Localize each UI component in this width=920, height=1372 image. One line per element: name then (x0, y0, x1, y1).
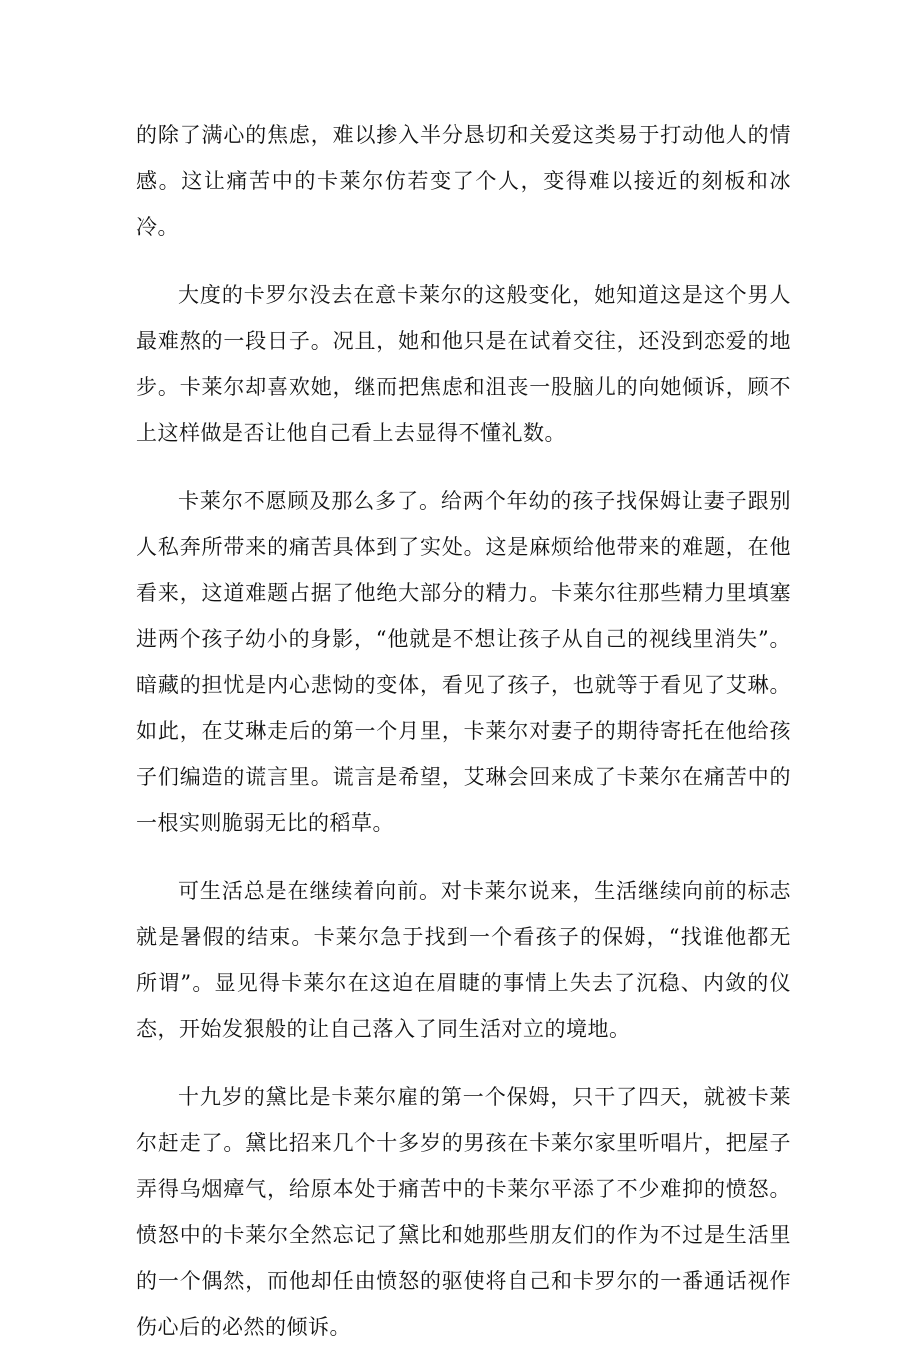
paragraph-4: 可生活总是在继续着向前。对卡莱尔说来，生活继续向前的标志就是暑假的结束。卡莱尔急于找到一个看孩子的保姆，“找谁他都无所谓”。显见得卡莱尔在这迫在眉睫的事情上失去了沉稳、内敛的仪态，开始发狠般的让自己落入了同生活对立的境地。 (136, 879, 791, 1041)
paragraph-3: 卡莱尔不愿顾及那么多了。给两个年幼的孩子找保姆让妻子跟别人私奔所带来的痛苦具体到了实处。这是麻烦给他带来的难题，在他看来，这道难题占据了他绝大部分的精力。卡莱尔往那些精力里填塞进两个孩子幼小的身影，“他就是不想让孩子从自己的视线里消失”。暗藏的担忧是内心悲恸的变体，看见了孩子，也就等于看见了艾琳。如此，在艾琳走后的第一个月里，卡莱尔对妻子的期待寄托在他给孩子们编造的谎言里。谎言是希望，艾琳会回来成了卡莱尔在痛苦中的一根实则脆弱无比的稻草。 (136, 489, 791, 835)
document-body (136, 112, 791, 1372)
paragraph-1: 的除了满心的焦虑，难以掺入半分恳切和关爱这类易于打动他人的情感。这让痛苦中的卡莱尔仿若变了个人，变得难以接近的刻板和冰冷。 (136, 123, 791, 239)
paragraph-5: 十九岁的黛比是卡莱尔雇的第一个保姆，只干了四天，就被卡莱尔赶走了。黛比招来几个十多岁的男孩在卡莱尔家里听唱片，把屋子弄得乌烟瘴气，给原本处于痛苦中的卡莱尔平添了不少难抑的愤怒。愤怒中的卡莱尔全然忘记了黛比和她那些朋友们的作为不过是生活里的一个偶然，而他却任由愤怒的驱使将自己和卡罗尔的一番通话视作伤心后的必然的倾诉。 (136, 1085, 791, 1339)
paragraph-2: 大度的卡罗尔没去在意卡莱尔的这般变化，她知道这是这个男人最难熬的一段日子。况且，她和他只是在试着交往，还没到恋爱的地步。卡莱尔却喜欢她，继而把焦虑和沮丧一股脑儿的向她倾诉，顾不上这样做是否让他自己看上去显得不懂礼数。 (136, 283, 791, 445)
